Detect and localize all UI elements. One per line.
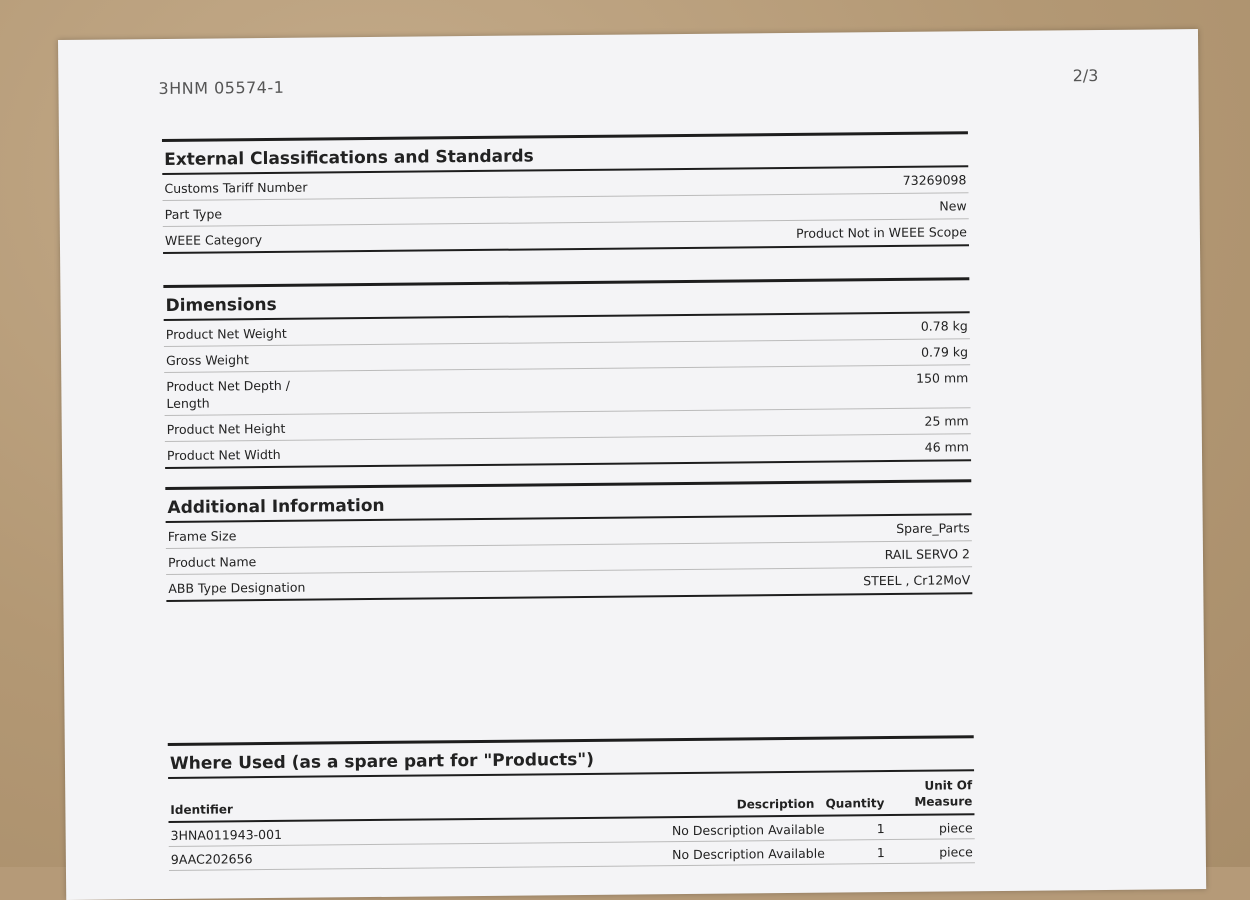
- row-value: Product Not in WEEE Scope: [796, 224, 967, 241]
- row-label: Gross Weight: [166, 352, 249, 368]
- column-header-uom: Unit Of Measure: [914, 778, 973, 809]
- column-header-identifier: Identifier: [170, 802, 234, 817]
- cell-description: No Description Available: [672, 845, 825, 863]
- dimensions-section: [163, 277, 971, 469]
- row-label: ABB Type Designation: [168, 579, 306, 596]
- cell-quantity: 1: [876, 821, 885, 837]
- row-label: Product Net Height: [166, 420, 286, 437]
- row-label: Product Net Depth / Length: [166, 377, 291, 411]
- row-value: 150 mm: [916, 370, 969, 386]
- page-number: 2/3: [1072, 66, 1099, 86]
- cell-quantity: 1: [876, 845, 885, 861]
- table-row: [164, 365, 970, 416]
- section-title: External Classifications and Standards: [162, 134, 968, 175]
- where-used-section: [168, 735, 975, 871]
- row-value: 73269098: [902, 172, 967, 188]
- section-title: Additional Information: [165, 482, 971, 523]
- section-title: Dimensions: [163, 280, 969, 321]
- section-title: Where Used (as a spare part for "Products"): [168, 738, 974, 779]
- column-header-quantity: Quantity: [825, 796, 885, 811]
- cell-description: No Description Available: [671, 821, 825, 839]
- row-value: STEEL , Cr12MoV: [863, 572, 971, 589]
- column-header-description: Description: [736, 796, 815, 812]
- cell-identifier: 9AAC202656: [170, 851, 253, 867]
- cell-identifier: 3HNA011943-001: [170, 826, 283, 843]
- document-id: 3HNM 05574-1: [158, 77, 285, 99]
- cell-uom: piece: [939, 844, 973, 860]
- row-label: WEEE Category: [164, 232, 263, 248]
- row-value: 0.79 kg: [920, 344, 969, 360]
- row-value: RAIL SERVO 2: [884, 546, 971, 563]
- cell-uom: piece: [938, 820, 973, 836]
- row-value: 46 mm: [924, 439, 970, 455]
- external-classifications-section: [162, 131, 969, 254]
- row-label: Frame Size: [167, 528, 237, 544]
- row-value: New: [939, 198, 967, 214]
- row-value: 0.78 kg: [920, 318, 968, 334]
- row-label: Customs Tariff Number: [164, 179, 308, 196]
- row-value: Spare_Parts: [896, 520, 970, 536]
- row-label: Product Name: [167, 554, 257, 570]
- table-header: [168, 771, 974, 823]
- additional-information-section: [165, 479, 972, 602]
- row-label: Product Net Weight: [165, 325, 287, 342]
- row-label: Part Type: [164, 206, 223, 222]
- document-page: [58, 29, 1206, 900]
- row-value: 25 mm: [924, 413, 969, 429]
- row-label: Product Net Width: [166, 446, 281, 463]
